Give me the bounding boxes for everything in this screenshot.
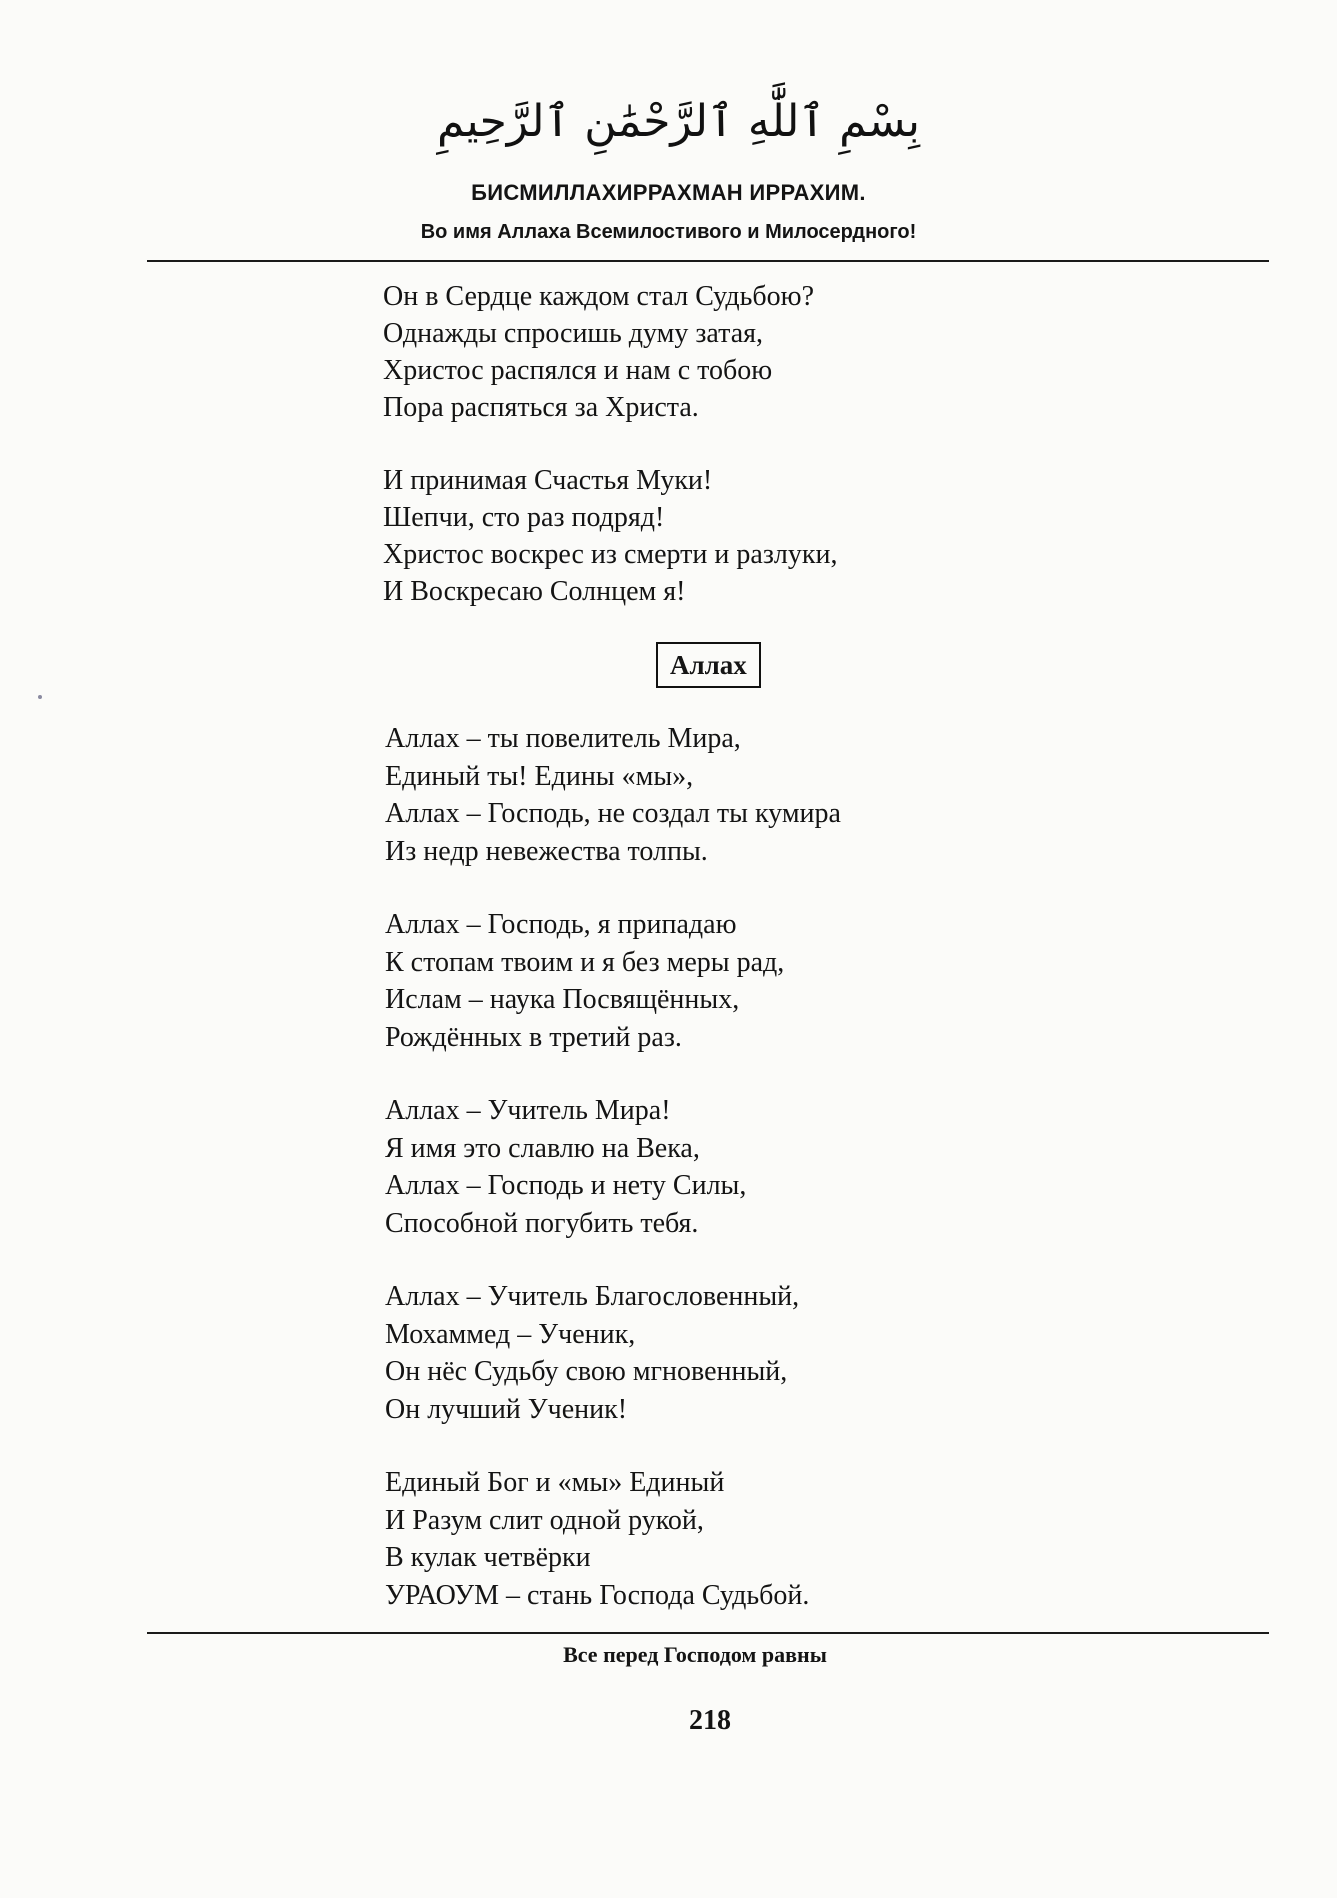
page-number: 218: [689, 1705, 731, 1736]
poem-line: Пора распяться за Христа.: [383, 392, 699, 423]
poem-continuation: [383, 278, 1083, 646]
header-divider: [147, 260, 1269, 262]
footer-divider: [147, 1632, 1269, 1634]
poem-title: Аллах: [656, 642, 761, 688]
footer-caption: Все перед Господом равны: [563, 1642, 827, 1667]
poem-line: Мохаммед – Ученик,: [385, 1318, 636, 1350]
poem-line: Единый Бог и «мы» Единый: [385, 1467, 725, 1498]
stanza: [385, 1278, 1085, 1428]
poem-line: Аллах – Учитель Мира!: [385, 1095, 671, 1126]
poem-line: Аллах – Господь и нету Силы,: [385, 1170, 747, 1201]
poem-line: Способной погубить тебя.: [385, 1207, 699, 1239]
poem-line: Он нёс Судьбу свою мгновенный,: [385, 1356, 788, 1387]
poem-line: Аллах – Господь, я припадаю: [385, 909, 737, 940]
poem-line: Я имя это славлю на Века,: [385, 1132, 700, 1164]
poem-line: Аллах – Господь, не создал ты кумира: [385, 798, 841, 829]
poem-line: Христос воскрес из смерти и разлуки,: [383, 539, 838, 570]
poem-allah: [385, 720, 1085, 1650]
poem-line: И Воскресаю Солнцем я!: [383, 576, 686, 607]
stanza: [385, 720, 1085, 870]
scan-speck: [38, 695, 42, 699]
poem-line: Ислам – наука Посвящённых,: [385, 984, 740, 1015]
stanza: [385, 906, 1085, 1056]
poem-line: В кулак четвёрки: [385, 1542, 591, 1573]
page-header: [0, 92, 1337, 152]
poem-line: К стопам твоим и я без меры рад,: [385, 946, 785, 978]
poem-line: Христос распялся и нам с тобою: [383, 355, 773, 386]
stanza: [383, 462, 1083, 610]
poem-line: Шепчи, сто раз подряд!: [383, 502, 665, 533]
bismillah-calligraphy: بِسْمِ ٱللَّٰهِ ٱلرَّحْمَٰنِ ٱلرَّحِيمِ: [437, 96, 920, 147]
bismillah-translation: Во имя Аллаха Всемилостивого и Милосердного!: [420, 221, 917, 243]
poem-line: Единый ты! Едины «мы»,: [385, 760, 694, 792]
poem-line: И Разум слит одной рукой,: [385, 1504, 704, 1536]
poem-line: Аллах – Учитель Благословенный,: [385, 1281, 800, 1312]
poem-line: Аллах – ты повелитель Мира,: [385, 723, 741, 754]
poem-line: Из недр невежества толпы.: [385, 835, 708, 867]
poem-line: Рождённых в третий раз.: [385, 1021, 682, 1053]
poem-line: И принимая Счастья Муки!: [383, 465, 713, 496]
bismillah-transliteration: БИСМИЛЛАХИРРАХМАН ИРРАХИМ.: [471, 180, 866, 205]
stanza: [385, 1464, 1085, 1614]
poem-line: Он в Сердце каждом стал Судьбою?: [383, 281, 815, 312]
stanza: [383, 278, 1083, 426]
poem-line: Он лучший Ученик!: [385, 1393, 628, 1425]
poem-line: Однажды спросишь думу затая,: [383, 318, 764, 349]
stanza: [385, 1092, 1085, 1242]
poem-line: УРАОУМ – стань Господа Судьбой.: [385, 1579, 810, 1611]
